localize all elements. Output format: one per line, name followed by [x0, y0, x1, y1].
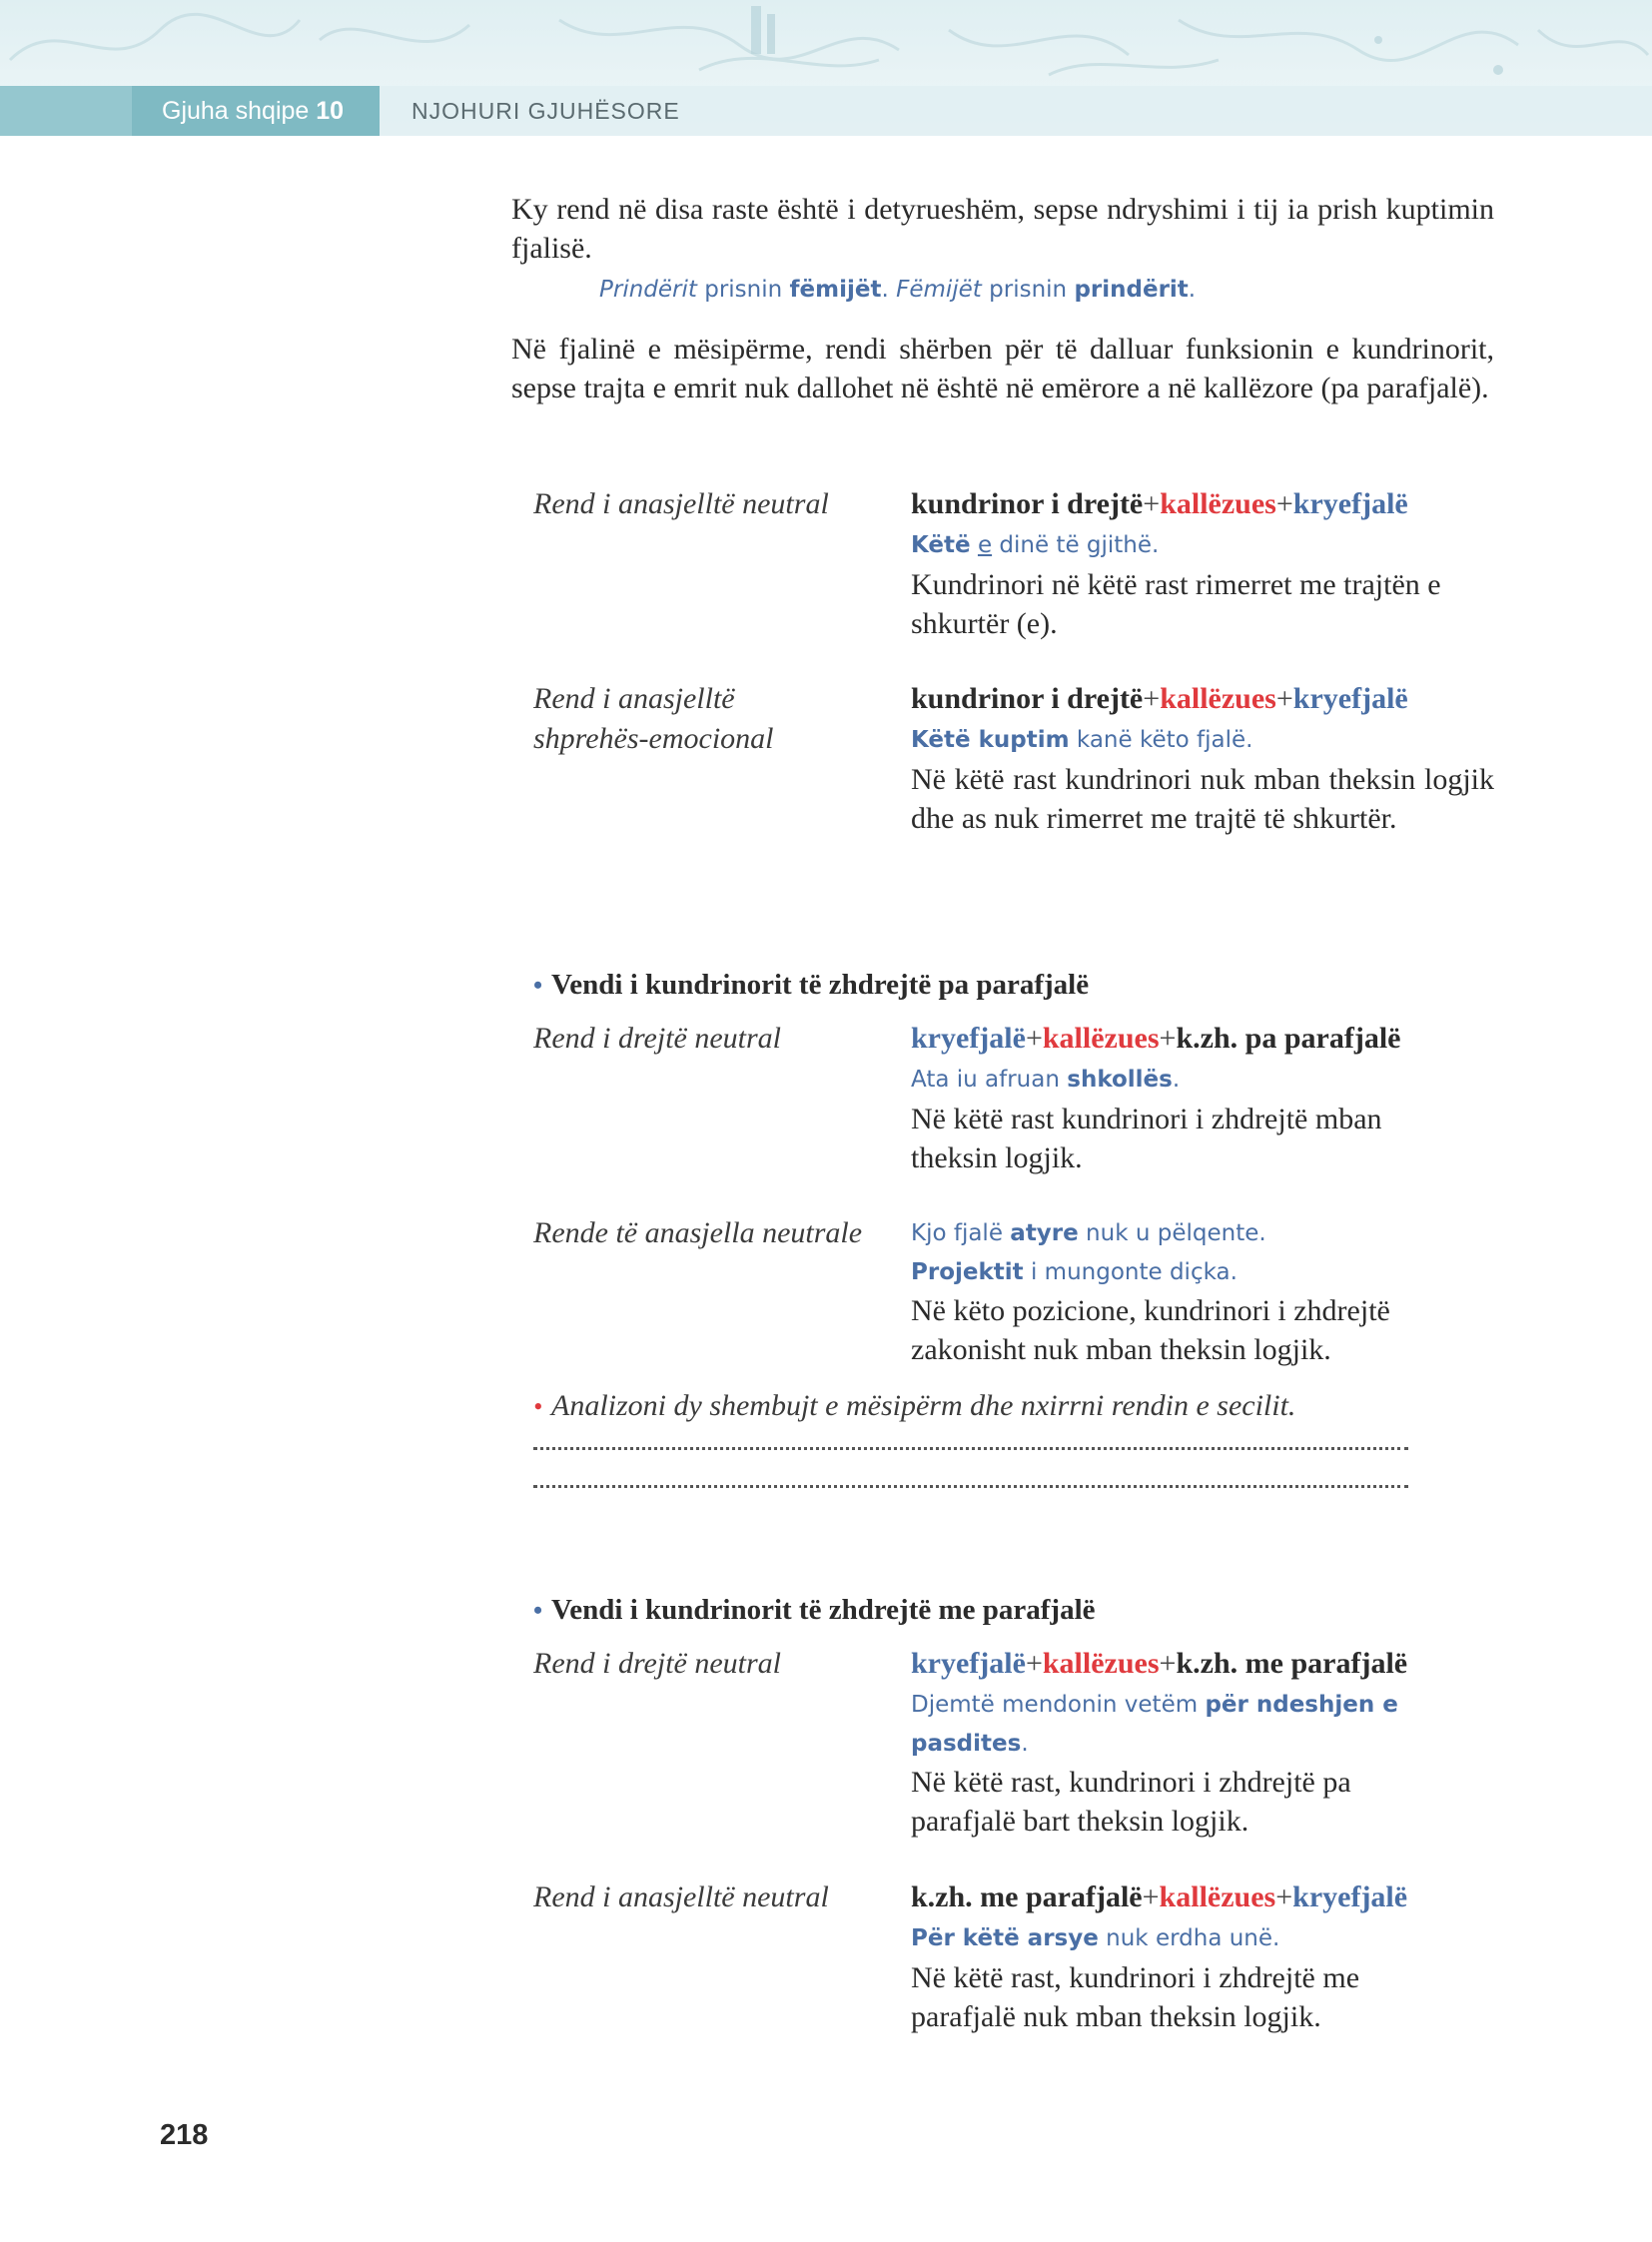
rule-plus: +	[1159, 1022, 1177, 1055]
order-example	[911, 1252, 1500, 1292]
section-title: NJOHURI GJUHËSORE	[412, 98, 680, 124]
order-rule	[911, 1019, 1510, 1059]
order-example	[911, 525, 1500, 565]
intro-paragraph-1: Ky rend në disa raste është i detyrueshëm, sepse ndryshimi i tij ia prish kuptimin fjalisë.	[511, 193, 1494, 265]
rule-part: k.zh. me parafjalë	[1176, 1647, 1408, 1680]
rule-part-subject: kryefjalë	[1292, 682, 1408, 715]
rule-part-predicate: kallëzues	[1042, 1647, 1160, 1680]
example-word-bold: atyre	[1010, 1220, 1079, 1246]
example-word-underlined: e	[977, 532, 993, 558]
rule-part-predicate: kallëzues	[1160, 487, 1276, 520]
example-word-bold: Për këtë arsye	[911, 1925, 1099, 1951]
order-label: Rend i drejtë neutral	[533, 1647, 781, 1680]
order-example	[911, 720, 1500, 760]
example-text: .	[881, 277, 897, 303]
book-number: 10	[316, 97, 345, 125]
answer-line[interactable]	[533, 1484, 1408, 1488]
rule-plus: +	[1025, 1647, 1043, 1680]
rule-part: kundrinor i drejtë	[911, 682, 1144, 715]
order-example-continued	[911, 1724, 1500, 1764]
header-tab-accent	[0, 86, 132, 136]
example-word: Prindërit	[599, 277, 697, 303]
order-label: Rend i anasjelltë neutral	[533, 1880, 829, 1913]
example-text: kanë këto fjalë.	[1069, 727, 1253, 753]
order-label: Rende të anasjella neutrale	[533, 1216, 863, 1249]
section-heading-text: Vendi i kundrinorit të zhdrejtë pa parafjalë	[551, 969, 1090, 1001]
rule-part-predicate: kallëzues	[1159, 1880, 1276, 1913]
section-heading	[533, 965, 1089, 1006]
order-rule	[911, 1877, 1510, 1917]
example-word-bold: shkollës	[1067, 1067, 1173, 1093]
rule-part: k.zh. me parafjalë	[911, 1880, 1143, 1913]
order-note: Në këtë rast, kundrinori i zhdrejtë me parafjalë nuk mban theksin logjik.	[911, 1961, 1360, 2033]
rule-part: kundrinor i drejtë	[911, 487, 1144, 520]
order-example	[911, 1213, 1500, 1253]
example-text: dinë të gjithë.	[992, 532, 1160, 558]
example-text: .	[1172, 1067, 1181, 1093]
section-heading	[533, 1590, 1096, 1631]
example-text: .	[1188, 277, 1197, 303]
order-rule	[911, 1644, 1510, 1684]
example-word-bold: fëmijët	[789, 277, 882, 303]
example-text: nuk u pëlqente.	[1078, 1220, 1266, 1246]
answer-line[interactable]	[533, 1446, 1408, 1450]
rule-part-subject: kryefjalë	[911, 1647, 1026, 1680]
rule-part-subject: kryefjalë	[1292, 487, 1408, 520]
rule-part-predicate: kallëzues	[1042, 1022, 1160, 1055]
page-number: 218	[160, 2119, 209, 2151]
order-note: Kundrinori në këtë rast rimerret me trajtën e shkurtër (e).	[911, 568, 1441, 640]
example-text: Ata iu afruan	[911, 1067, 1068, 1093]
example-text: nuk erdha unë.	[1098, 1925, 1280, 1951]
example-word-bold: Këtë	[911, 532, 971, 558]
order-note: Në këtë rast, kundrinori i zhdrejtë pa parafjalë bart theksin logjik.	[911, 1766, 1351, 1838]
task-instruction	[533, 1386, 1295, 1427]
rule-plus: +	[1025, 1022, 1043, 1055]
rule-plus: +	[1142, 1880, 1160, 1913]
example-word-bold: pasdites	[911, 1731, 1022, 1757]
example-text: i mungonte diçka.	[1023, 1259, 1238, 1285]
order-label	[533, 679, 863, 759]
rule-part: k.zh. pa parafjalë	[1176, 1022, 1401, 1055]
example-word-bold: Këtë kuptim	[911, 727, 1070, 753]
book-title-text: Gjuha shqipe	[162, 97, 310, 125]
bullet-icon: •	[533, 971, 543, 1000]
rule-plus: +	[1275, 682, 1293, 715]
order-example	[911, 1685, 1500, 1725]
order-note: Në këtë rast kundrinori nuk mban theksin logjik dhe as nuk rimerret me trajtë të shkurtër.	[911, 763, 1494, 835]
order-rule	[911, 484, 1510, 524]
example-text: Djemtë mendonin vetëm	[911, 1692, 1206, 1718]
rule-part-subject: kryefjalë	[1292, 1880, 1408, 1913]
example-word-bold: Projektit	[911, 1259, 1024, 1285]
rule-plus: +	[1143, 487, 1161, 520]
bullet-icon: •	[533, 1392, 543, 1421]
order-note: Në këto pozicione, kundrinori i zhdrejtë zakonisht nuk mban theksin logjik.	[911, 1294, 1390, 1366]
rule-plus: +	[1159, 1647, 1177, 1680]
task-text: Analizoni dy shembujt e mësipërm dhe nxirrni rendin e secilit.	[551, 1389, 1296, 1422]
order-label: Rend i anasjelltë neutral	[533, 487, 829, 520]
section-heading-text: Vendi i kundrinorit të zhdrejtë me parafjalë	[551, 1594, 1096, 1626]
rule-plus: +	[1143, 682, 1161, 715]
order-label: Rend i drejtë neutral	[533, 1022, 781, 1055]
example-text: Kjo fjalë	[911, 1220, 1011, 1246]
order-label-line: Rend i anasjelltë	[533, 682, 735, 715]
bullet-icon: •	[533, 1596, 543, 1625]
rule-plus: +	[1275, 1880, 1293, 1913]
order-label-line: shprehës-emocional	[533, 722, 774, 755]
rule-plus: +	[1275, 487, 1293, 520]
order-example	[911, 1060, 1500, 1100]
example-text: prisnin	[981, 277, 1075, 303]
order-example	[911, 1918, 1500, 1958]
example-word-bold: për ndeshjen e	[1205, 1692, 1398, 1718]
example-text: prisnin	[696, 277, 790, 303]
rule-part-subject: kryefjalë	[911, 1022, 1026, 1055]
example-word-bold: prindërit	[1074, 277, 1189, 303]
book-title	[162, 94, 344, 128]
example-word: Fëmijët	[896, 277, 982, 303]
order-note: Në këtë rast kundrinori i zhdrejtë mban theksin logjik.	[911, 1103, 1382, 1174]
example-text: .	[1021, 1731, 1029, 1757]
intro-example	[599, 272, 1196, 308]
order-rule	[911, 679, 1510, 719]
rule-part-predicate: kallëzues	[1160, 682, 1276, 715]
intro-paragraph-2: Në fjalinë e mësipërme, rendi shërben për të dalluar funksionin e kundrinorit, sepse trajta e emrit nuk dallohet në është në emërore a në kallëzore (pa parafjalë).	[511, 333, 1494, 404]
